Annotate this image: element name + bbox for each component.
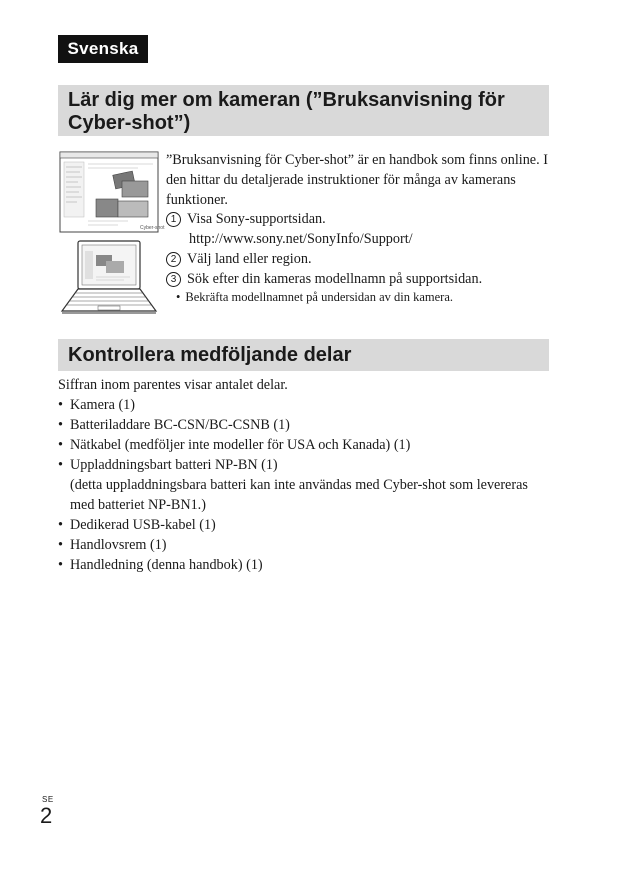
step-number: 3 xyxy=(166,272,181,287)
model-name-note xyxy=(176,289,453,305)
note-text: Bekräfta modellnamnet på undersidan av din kamera. xyxy=(185,290,453,304)
section-title-supplied-items: Kontrollera medföljande delar xyxy=(58,339,549,371)
step-3 xyxy=(166,269,550,289)
step-text: Välj land eller region. xyxy=(187,251,312,267)
item-subtext: (detta uppladdningsbara batteri kan inte användas med Cyber-shot som levereras med batteriet NP-BN1.) xyxy=(70,477,528,513)
language-tab: Svenska xyxy=(58,35,148,63)
bullet-icon: • xyxy=(58,457,63,473)
item-text: Batteriladdare BC-CSN/BC-CSNB (1) xyxy=(70,417,290,433)
list-item xyxy=(58,395,548,415)
bullet-icon: • xyxy=(58,537,63,553)
step-text: Visa Sony-supportsidan. xyxy=(187,211,326,227)
item-text: Handlovsrem (1) xyxy=(70,537,167,553)
step-text: Sök efter din kameras modellnamn på supportsidan. xyxy=(187,271,483,287)
list-item xyxy=(58,455,548,515)
list-item xyxy=(58,535,548,555)
bullet-icon: • xyxy=(58,437,63,453)
step-number: 2 xyxy=(166,252,181,267)
supplied-items-list xyxy=(58,395,548,575)
list-item xyxy=(58,515,548,535)
bullet-icon: • xyxy=(58,417,63,433)
step-number: 1 xyxy=(166,212,181,227)
item-text: Handledning (denna handbok) (1) xyxy=(70,557,263,573)
page-number: 2 xyxy=(40,803,53,828)
bullet-icon: • xyxy=(58,397,63,413)
section-title-manual: Lär dig mer om kameran (”Bruksanvisning för Cyber-shot”) xyxy=(58,85,549,136)
item-text: Kamera (1) xyxy=(70,397,135,413)
computer-manual-illustration xyxy=(58,151,165,316)
bullet-icon: • xyxy=(58,557,63,573)
list-item xyxy=(58,415,548,435)
item-text: Nätkabel (medföljer inte modeller för USA och Kanada) (1) xyxy=(70,437,411,453)
items-lead-text: Siffran inom parentes visar antalet delar. xyxy=(58,377,288,393)
intro-paragraph: ”Bruksanvisning för Cyber-shot” är en handbok som finns online. I den hittar du detaljerade instruktioner för många av kamerans funktioner. xyxy=(166,152,548,208)
bullet-icon: • xyxy=(58,517,63,533)
list-item xyxy=(58,435,548,455)
illustration-label: Cyber-shot xyxy=(140,225,165,231)
step-2 xyxy=(166,249,550,269)
item-text: Dedikerad USB-kabel (1) xyxy=(70,517,216,533)
bullet-icon: • xyxy=(176,290,181,304)
region-code: SE xyxy=(42,795,54,804)
list-item xyxy=(58,555,548,575)
item-text: Uppladdningsbart batteri NP-BN (1) xyxy=(70,457,278,473)
step-1 xyxy=(166,209,550,229)
support-url[interactable]: http://www.sony.net/SonyInfo/Support/ xyxy=(189,231,413,247)
